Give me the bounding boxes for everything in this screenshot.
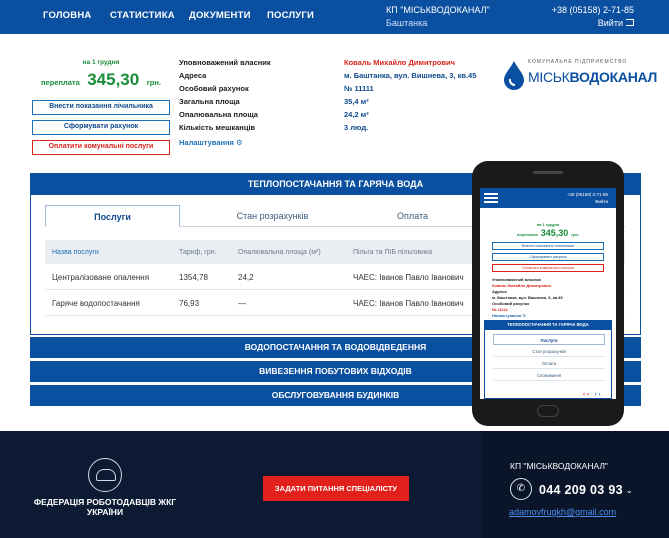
detail-label: Опалювальна площа (179, 110, 258, 119)
contact-block (552, 4, 634, 30)
footer-email[interactable]: adamovfrugkh@gmail.com (509, 507, 617, 517)
prev-arrow-icon: ‹‹ (583, 392, 591, 398)
org-name: КП "МІСЬКВОДОКАНАЛ" (386, 5, 490, 15)
logo-wordmark (528, 69, 657, 85)
cell-tariff: 76,93 (179, 299, 200, 308)
federation-name[interactable]: ФЕДЕРАЦІЯ РОБОТОДАВЦІВ ЖКГ УКРАЇНИ (33, 497, 177, 517)
mobile-pay-button: Оплатити комунальні послуги (492, 264, 604, 272)
mobile-scroll-arrows (583, 392, 603, 398)
cell-benefit: ЧАЕС: Іванов Павло Іванович (353, 273, 464, 282)
pay-utilities-button[interactable]: Оплатити комунальні послуги (32, 140, 170, 155)
detail-label: Адреса (179, 71, 207, 80)
chevron-down-icon[interactable]: ⌄ (625, 486, 633, 495)
mobile-panel-body (484, 330, 612, 399)
tab-payment[interactable]: Оплата (397, 211, 428, 221)
col-heated-area: Опалювальна площа (м²) (238, 249, 321, 256)
balance-date: на 1 грудня (82, 59, 120, 66)
nav-services[interactable]: ПОСЛУГИ (267, 10, 315, 21)
nav-statistics[interactable]: СТАТИСТИКА (110, 10, 175, 21)
nav-home[interactable]: ГОЛОВНА (43, 10, 92, 21)
org-info (386, 4, 490, 30)
logo-tagline: КОМУНАЛЬНЕ ПІДПРИЄМСТВО (528, 59, 628, 65)
mobile-submit-meter-button: Внести показання лічильника (492, 242, 604, 250)
detail-label: Уповноважений власник (179, 58, 271, 67)
balance (32, 70, 170, 90)
mobile-balance-label: переплата (516, 232, 538, 237)
nav-documents[interactable]: ДОКУМЕНТИ (189, 10, 251, 21)
account-number-value: № 11111 (344, 84, 374, 93)
mobile-account-value: № 11111 (492, 307, 508, 312)
detail-label: Кількість мешканців (179, 123, 256, 132)
logout-link[interactable] (552, 17, 634, 30)
tab-settlements[interactable]: Стан розрахунків (236, 211, 309, 221)
heating-panel-header[interactable]: ТЕПЛОПОСТАЧАННЯ ТА ГАРЯЧА ВОДА (30, 173, 641, 195)
cell-benefit: ЧАЕС: Іванов Павло Іванович (353, 299, 464, 308)
top-navbar (0, 0, 669, 34)
cell-area: 24,2 (238, 273, 254, 282)
mobile-tab-settlements: Стан розрахунків (493, 346, 605, 357)
heated-area-value: 24,2 м² (344, 110, 369, 119)
phone-speaker (533, 171, 563, 174)
building-service-panel-header[interactable]: ОБСЛУГОВУВАННЯ БУДИНКІВ (30, 385, 641, 406)
logout-icon (626, 19, 634, 26)
hamburger-icon (484, 193, 498, 203)
col-tariff: Тариф, грн. (179, 249, 217, 256)
mobile-tab-services: Послуги (493, 334, 605, 345)
logo-part2: ВОДОКАНАЛ (569, 69, 658, 85)
water-drop-logo (500, 59, 528, 91)
mobile-account-details (492, 277, 563, 319)
mobile-account-label: Особовий рахунок (492, 301, 530, 306)
logo-part1: МІСЬК (528, 69, 570, 85)
next-arrow-icon: ›› (594, 392, 603, 398)
balance-currency: грн. (146, 78, 161, 87)
company-logo[interactable] (500, 57, 658, 97)
col-service: Назва послуги (52, 249, 99, 256)
ask-specialist-button[interactable]: ЗАДАТИ ПИТАННЯ СПЕЦІАЛІСТУ (263, 476, 409, 501)
cell-service: Централізоване опалення (52, 273, 150, 282)
mobile-contact (567, 191, 608, 205)
footer-phone-number: 044 209 03 93 (539, 483, 623, 497)
total-area-value: 35,4 м² (344, 97, 369, 106)
phone-screen (480, 188, 616, 399)
mobile-balance-amount: 345,30 (540, 228, 569, 238)
cell-tariff: 1354,78 (179, 273, 208, 282)
mobile-tab-payment: Оплата (493, 358, 605, 369)
settings-link[interactable]: Налаштування ⚙ (179, 138, 243, 147)
footer-phone[interactable] (539, 483, 633, 497)
mobile-balance-currency: грн. (571, 232, 580, 237)
cell-service: Гаряче водопостачання (52, 299, 140, 308)
org-city: Баштанка (386, 18, 428, 28)
submit-meter-button[interactable]: Внести показання лічильника (32, 100, 170, 115)
federation-emblem[interactable] (88, 458, 122, 492)
mobile-topbar (480, 188, 616, 208)
phone-mockup (472, 161, 624, 426)
owner-value: Коваль Михайло Димитрович (344, 58, 455, 67)
mobile-settings: Налаштування ⚙ (492, 313, 526, 318)
mobile-balance-date: на 1 грудня (536, 222, 560, 227)
mobile-phone: +38 (05158) 2-71-85 (566, 192, 608, 197)
water-supply-panel-header[interactable]: ВОДОПОСТАЧАННЯ ТА ВОДОВІДВЕДЕННЯ (30, 337, 641, 358)
mobile-logout: Вийти (595, 199, 608, 204)
mobile-owner-label: Уповноважений власник (492, 277, 541, 282)
logout-label: Вийти (597, 18, 623, 28)
footer-org-name: КП "МІСЬКВОДОКАНАЛ" (510, 461, 608, 471)
header-phone[interactable]: +38 (05158) 2-71-85 (551, 5, 634, 15)
mobile-make-invoice-button: Сформувати рахунок (492, 253, 604, 261)
waste-removal-panel-header[interactable]: ВИВЕЗЕННЯ ПОБУТОВИХ ВІДХОДІВ (30, 361, 641, 382)
mobile-balance (480, 228, 616, 238)
cell-area: — (238, 299, 246, 308)
detail-label: Особовий рахунок (179, 84, 249, 93)
phone-home-button (537, 405, 559, 417)
balance-label: переплата (41, 78, 80, 87)
balance-amount: 345,30 (87, 70, 140, 89)
address-value: м. Баштанка, вул. Вишнева, 3, кв.45 (344, 71, 477, 80)
detail-label: Загальна площа (179, 97, 240, 106)
tab-services[interactable]: Послуги (45, 205, 180, 227)
phone-icon: ✆ (510, 478, 532, 500)
residents-value: 3 люд. (344, 123, 369, 132)
mobile-panel-header: ТЕПЛОПОСТАЧАННЯ ТА ГАРЯЧА ВОДА (484, 320, 612, 330)
mobile-address-value: м. Баштанка, вул. Вишнева, 3, кв.45 (492, 295, 563, 300)
mobile-tab-consumption: Споживання (493, 370, 605, 381)
col-benefit: Пільга та ПІБ пільговика (353, 249, 433, 256)
mobile-address-label: Адреса (492, 289, 507, 294)
mobile-owner-value: Коваль Михайло Димитрович (492, 283, 552, 288)
make-invoice-button[interactable]: Сформувати рахунок (32, 120, 170, 135)
